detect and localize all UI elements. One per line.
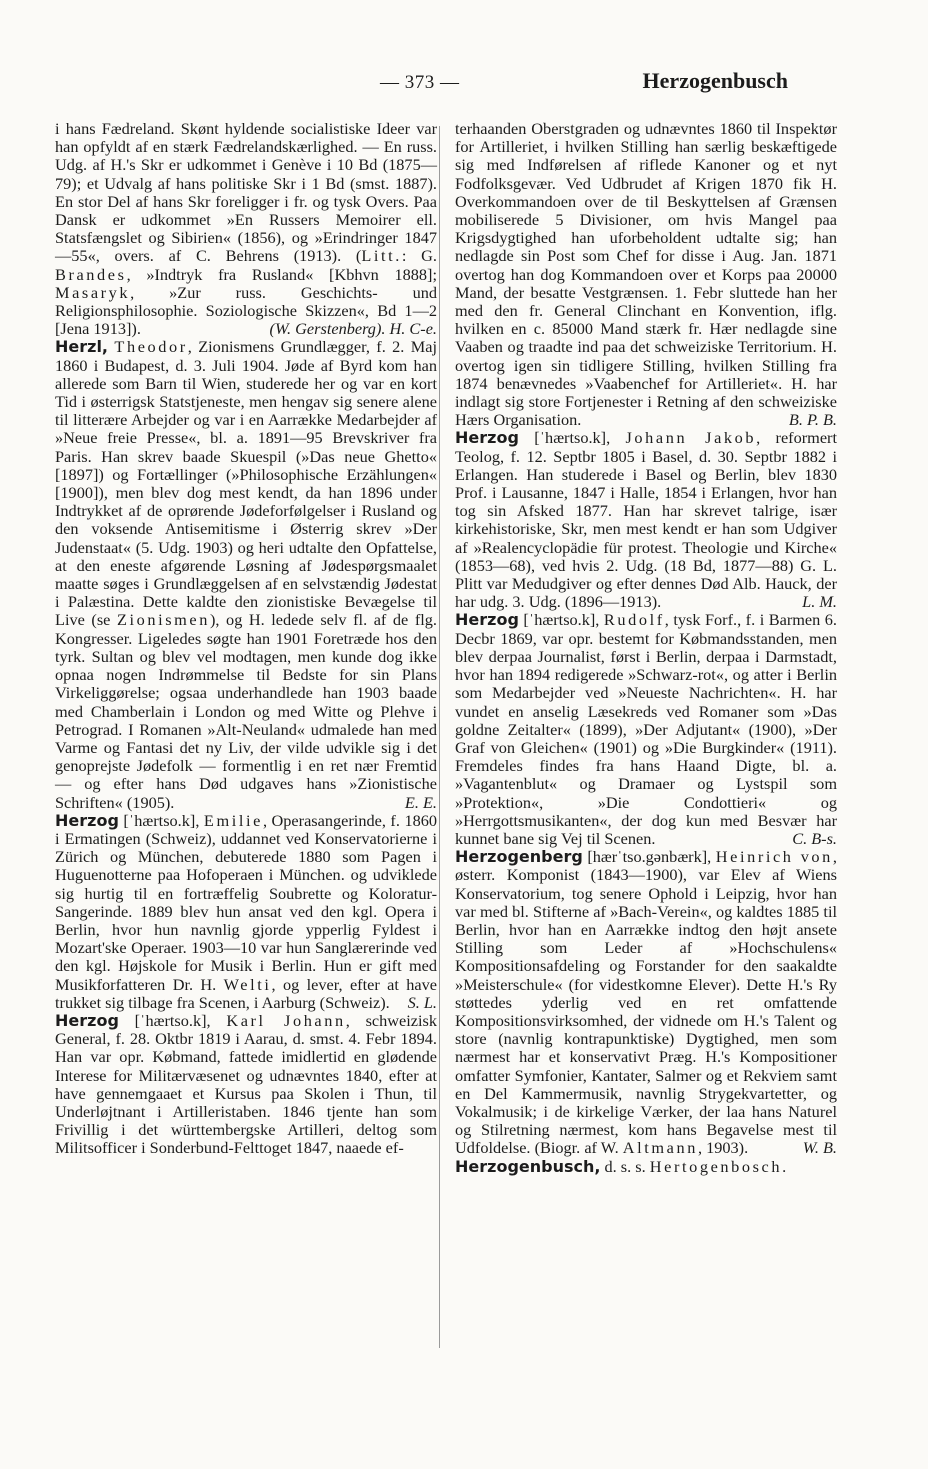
headword: Herzog [455, 428, 519, 448]
author-signature: L. M. [802, 592, 837, 612]
author-signature: S. L. [407, 992, 437, 1012]
pronunciation: [hærˈtso.gənbærk], [582, 847, 716, 867]
entry-herzen-continued [55, 120, 437, 338]
entry-text: ), og H. ledede selv fl. af de flg. Kongresser. Ligeledes søgte han 1901 Foretræde hos den tyrk. Sultan og blev vel modtagen, men kunde dog ikke opnaa nogen Indrømmelse til Bedste for sin Plans Virkeliggørelse; ogsaa underhandlede han 1903 baade med Chamberlain i London og med Witte og Plehve i Petrograd. I Romanen »Alt-Neuland« udmalede han med Varme og Fantasi det ny Liv, der vilde udvikle sig i det genoprejste Jødefolk — formentlig i en ret nær Fremtid — og efter hans Død udgaves hans »Zionistische Schriften« (1905). [55, 610, 437, 812]
entry-text: , tysk Forf., f. i Barmen 6. Decbr 1869, var opr. bestemt for Købmandsstanden, men blev derpaa Journalist, først i Berlin, derpaa i Darmstadt, hvor han 1894 redigerede »Schwarz-rot«, og atter i Berlin som Medarbejder ved »Neueste Nachrichten«. H. har vundet en anselig Læsekreds ved Romaner som »Das goldne Zeitalter« (1899), »Der Adjutant« (1900), »Der Graf von Gleichen« (1901) og »Die Burgkinder« (1911). Fremdeles findes fra hans Haand Digte, bl. a. »Vagantenblut« og Dramaer og Lystspil som »Protektion«, »Die Condottieri« og »Herrgottsmusikanten«, der dog kun med Besvær har kunnet bane sig Vej til Scenen. [455, 610, 838, 848]
spaced-term: Zionismen [116, 610, 210, 630]
entry-text: , »Zur russ. Geschichts- und Religionsphilosophie. Soziologische Skizzen«, Bd 1—2 [Jena 1913]). [55, 282, 437, 339]
author-signature: C. B-s. [792, 828, 837, 848]
spaced-name: Brandes [55, 264, 127, 284]
left-column [55, 120, 437, 1158]
spaced-name: Altmann [622, 1138, 698, 1158]
page-header [0, 68, 928, 100]
entry-text: , Operasangerinde, f. 1860 i Ermatingen (Schweiz), uddannet ved Konservatorierne i Zürich og München, debuterede 1880 som Pagen i Huguenotterne paa Hofoperaen i München. og udviklede sig hurtig til en fortræffelig Soubrette og Koloratur-Sangerinde. 1889 blev hun ansat ved den kgl. Opera i Berlin, hvor hun navnlig gjorde ypperlig Fyldest i Mozart'ske Operaer. 1903—10 var hun Sanglærerinde ved den kgl. Højskole for Musik i Berlin. Hun er gift med Musikforfatteren Dr. H. [55, 810, 438, 994]
entry-text: terhaanden Oberstgraden og udnævntes 1860 til Inspektør for Artilleriet, i hvilken Stilling han særlig beskæftigede sig med Indførelsen af riflede Kanoner og et nyt Fodfolksgevær. Ved Udbrudet af Krigen 1870 fik H. Overkommandoen over de til Beskyttelsen af Grænsen mobiliserede 5 Divisioner, om hvis Mangel paa Krigsdygtighed han uforbeholdent udtalte sig; han nedlagde sin Post som Chef for disse i Aug. Jan. 1871 overtog han dog Kommandoen over et Korps paa 20000 Mand, der besatte Vestgrænsen. 1. Febr sluttede han her med den fr. General Clinchant en Konvention, iflg. hvilken en c. 85000 Mand stærk fr. Hær nedlagde sine Vaaben og traadte ind paa det schweiziske Territorium. H. overtog igen sin tidligere Stilling, hvilken Stilling fra 1874 benævnedes »Vaabenchef for Artilleriet«. H. har indlagt sig store Fortjenester i Retning af den schweiziske Hærs Organisation. [455, 119, 837, 430]
pronunciation: [ˈhærtso.k], [518, 428, 626, 448]
given-name: Theodor [114, 337, 188, 357]
spaced-name: Welti [223, 974, 272, 994]
entry-text: , »Indtryk fra Rusland« [Kbhvn 1888]; [126, 264, 437, 284]
cross-reference: Hertogenbosch. [649, 1156, 789, 1176]
column-divider [439, 126, 440, 1348]
headword: Herzogenberg [455, 847, 583, 867]
entry-herzog-johann-jakob [455, 429, 837, 611]
given-name: Karl Johann [226, 1010, 346, 1030]
author-signature: B. P. B. [788, 410, 837, 430]
entry-herzog-karl-continued [455, 120, 837, 429]
entry-herzogenbusch [455, 1158, 837, 1176]
given-name: Rudolf [603, 610, 665, 630]
headword: Herzl, [55, 337, 109, 357]
entry-text: , 1903). [697, 1138, 749, 1158]
author-signature: W. B. [802, 1138, 837, 1158]
entry-text: , reformert Teolog, f. 12. Septbr 1805 i Basel, d. 30. Septbr 1882 i Erlangen. Han studerede i Basel og Berlin, blev 1830 Prof. i Lausanne, 1847 i Halle, 1854 i Erlangen, hvor han tog sin Afsked 1877. Han har skrevet talrige, især kirkehistoriske, Skr, men mest kendt er han som Udgiver af »Realencyclopädie für protest. Theologie und Kirche« (1853—68), ved hvis 2. Udg. (18 Bd, 1877—88) G. L. Plitt var Medudgiver og efter dennes Død Alb. Hauck, der har udg. 3. Udg. (1896—1913). [455, 428, 837, 612]
entry-text: i hans Fædreland. Skønt hyldende socialistiske Ideer var han opfyldt af en stærk Fædrelandskærlighed. — En russ. Udg. af H.'s Skr er udkommet i Genève i 10 Bd (1875—79); et Udvalg af hans politiske Skr i 1 Bd (smst. 1887). En stor Del af hans Skr foreligger i fr. og tysk Overs. Paa Dansk er udkommet »En Russers Memoirer ell. Statsfængslet og Sibirien« (1856), og »Erindringer 1847—55«, overs. af C. Behrens (1913). ( [55, 119, 437, 266]
entry-text: , Zionismens Grundlægger, f. 2. Maj 1860 i Budapest, d. 3. Juli 1904. Jøde af Byrd kom han allerede som Barn til Wien, studerede her og var en kort Tid i østerrigsk Statstjeneste, men hengav sig senere alene til litterære Arbejder og var i en Aarrække Medarbejder af »Neue freie Presse«, bl. a. 1891—95 Brevskriver fra Paris. Han skrev baade Skuespil (»Das neue Ghetto« [1897]) og Fortællinger (»Philosophische Erzählungen« [1900]), men blev dog mest kendt, da han 1896 under Indtrykket af de oprørende Jødeforfølgelser i Rusland og den voksende Antisemitisme i Østerrig skrev »Der Judenstaat« (5. Udg. 1903) og heri udtalte den Opfattelse, at den eneste afgørende Løsning af Jødespørgsmaalet maatte søges i Grundlæggelsen af en selvstændig Jødestat i Palæstina. Dette kaldte den zionistiske Bevægelse til Live (se [55, 337, 437, 630]
entry-herzogenberg [455, 848, 837, 1157]
headword: Herzogenbusch, [455, 1156, 601, 1176]
entry-herzog-rudolf [455, 611, 837, 848]
running-head: Herzogenbusch [642, 68, 788, 93]
entry-text: , og lever, efter at have trukket sig tilbage fra Scenen, i Aarburg (Schweiz). [55, 974, 438, 1012]
spaced-name: Masaryk [55, 282, 131, 302]
page-number: — 373 — [380, 72, 460, 93]
entry-text: d. s. s. [600, 1156, 650, 1176]
right-column [455, 120, 837, 1176]
pronunciation: [ˈhærtso.k], [118, 1010, 227, 1030]
given-name: Johann Jakob [625, 428, 757, 448]
headword: Herzog [55, 1010, 119, 1030]
given-name: Emilie [203, 810, 263, 830]
entry-herzl [55, 338, 437, 811]
entry-text: , schweizisk General, f. 28. Oktbr 1819 i Aarau, d. smst. 4. Febr 1894. Han var opr. Købmand, fattede imidlertid en glødende Interese for Militærvæsenet og udnævntes 1840, efter at have gennemgaaet et Kursus paa Skolen i Thun, til Underløjtnant i Artilleristaben. 1846 tjente han som Frivillig i det württembergske Artilleri, deltog som Militsofficer i Sonderbund-Felttoget 1847, naaede ef- [55, 1010, 437, 1158]
pronunciation: [ˈhærtso.k], [118, 810, 204, 830]
author-signature: (W. Gerstenberg). H. C-e. [269, 319, 437, 339]
spaced-term: Litt. [361, 246, 402, 266]
entry-herzog-karl [55, 1012, 437, 1158]
entry-text: : G. [401, 246, 438, 266]
entry-herzog-emilie [55, 812, 437, 1012]
headword: Herzog [55, 810, 119, 830]
headword: Herzog [455, 610, 519, 630]
pronunciation: [ˈhærtso.k], [518, 610, 604, 630]
given-name: Heinrich von [715, 847, 833, 867]
entry-text: , østerr. Komponist (1843—1900), var Elev af Wiens Konservatorium, tog senere Ophold i Leipzig, hvor han var med bl. Stifterne af »Bach-Verein«, og kaldtes 1885 til Berlin, hvor han en Aarrække indtog den højt ansete Stilling som Leder af »Hochschulens« Kompositionsafdeling og Forstander for den saakaldte »Meisterschule« (for videstkomne Elever). Dette H.'s Ry støttedes yderlig ved en ret omfattende Kompositionsvirksomhed, der vidnede om H.'s Talent og store (navnlig kontrapunktiske) Dygtighed, men som nærmest har et konservativt Præg. H.'s Kompositioner omfatter Symfonier, Kantater, Salmer og et Rekviem samt en Del Kammermusik, navnlig Strygekvartetter, og Vokalmusik; i de kirkelige Værker, der laa hans Naturel og Stilretning nærmest, kom hans Begavelse mest til Udfoldelse. (Biogr. af W. [455, 847, 837, 1158]
author-signature: E. E. [404, 792, 437, 812]
